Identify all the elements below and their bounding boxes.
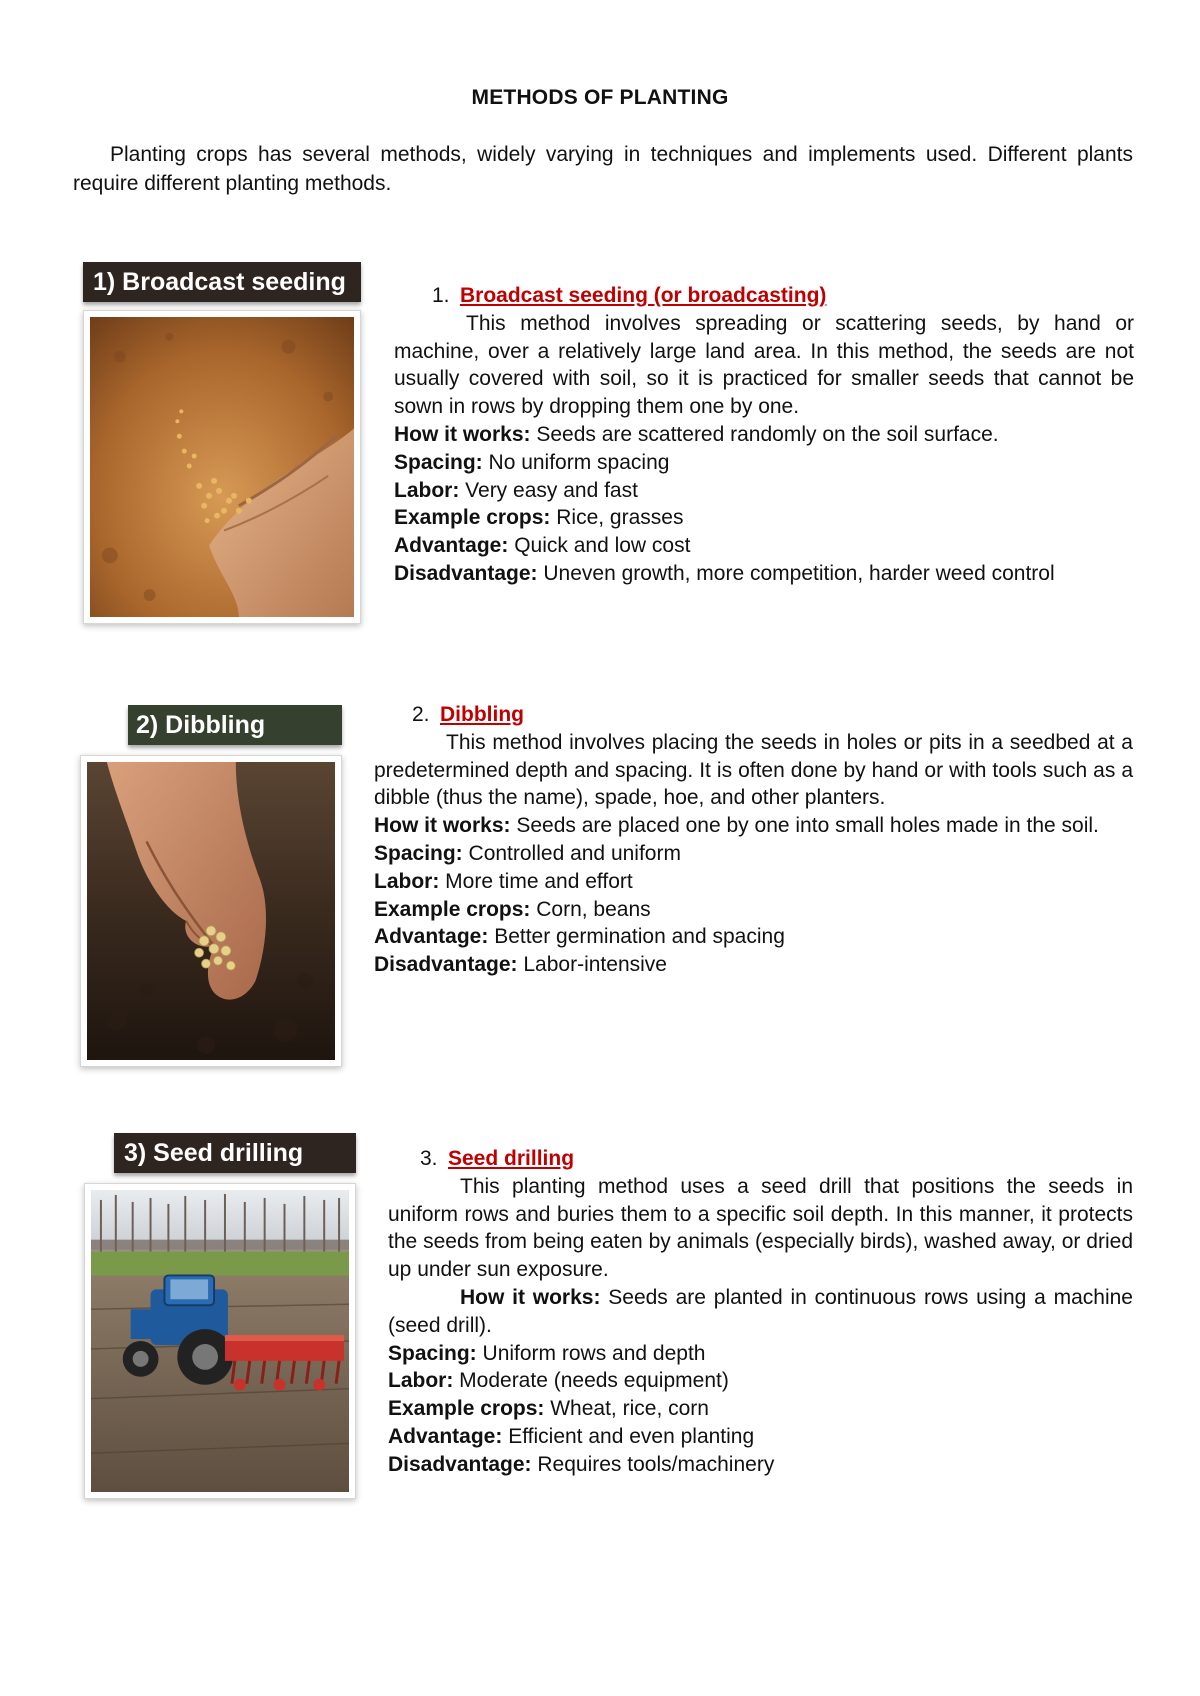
detail-labor: Labor: More time and effort [374, 869, 633, 893]
section-heading [412, 701, 1133, 729]
detail-example-crops: Example crops: Corn, beans [374, 897, 651, 921]
dibbling-banner: 2) Dibbling [128, 705, 342, 745]
section-number: 1. [432, 284, 450, 307]
section-description: This planting method uses a seed drill that positions the seeds in uniform rows and buries them to a specific soil depth. In this manner, it protects the seeds from being eaten by animals (especially birds), washed away, or dried up under sun exposure. [388, 1174, 1133, 1282]
section-heading [432, 282, 1134, 310]
section-title: Broadcast seeding (or broadcasting) [460, 284, 827, 307]
section-description: This method involves placing the seeds in holes or pits in a seedbed at a predetermined depth and spacing. It is often done by hand or with tools such as a dibble (thus the name), spade, hoe, and other planters. [374, 730, 1133, 810]
detail-advantage: Advantage: Quick and low cost [394, 534, 691, 558]
broadcast-seeding-image-card [83, 262, 361, 624]
detail-labor: Labor: Very easy and fast [394, 478, 638, 502]
detail-advantage: Advantage: Efficient and even planting [388, 1424, 755, 1448]
section-title: Seed drilling [448, 1147, 575, 1170]
detail-spacing: Spacing: Controlled and uniform [374, 841, 681, 865]
detail-example-crops: Example crops: Wheat, rice, corn [388, 1397, 709, 1421]
tractor-seed-drill-image [91, 1190, 349, 1492]
section-title: Dibbling [440, 703, 524, 726]
section-heading [420, 1145, 1133, 1173]
intro-text: Planting crops has several methods, widely varying in techniques and implements used. Different plants require different planting methods. [73, 143, 1133, 195]
detail-spacing: Spacing: Uniform rows and depth [388, 1341, 706, 1365]
intro-paragraph [73, 140, 1133, 198]
hand-scattering-seeds-image [90, 317, 354, 617]
detail-how-it-works: How it works: Seeds are placed one by one into small holes made in the soil. [374, 814, 1099, 838]
detail-how-it-works: How it works: Seeds are scattered randomly on the soil surface. [394, 422, 999, 446]
dibbling-image-card [80, 705, 342, 1067]
detail-advantage: Advantage: Better germination and spacing [374, 925, 785, 949]
detail-disadvantage: Disadvantage: Requires tools/machinery [388, 1452, 775, 1476]
section-description: This method involves spreading or scattering seeds, by hand or machine, over a relatively large land area. In this method, the seeds are not usually covered with soil, so it is practiced for smaller seeds that cannot be sown in rows by dropping them one by one. [394, 311, 1134, 419]
detail-disadvantage: Disadvantage: Labor-intensive [374, 953, 667, 977]
detail-how-it-works: How it works: Seeds are planted in continuous rows using a machine (seed drill). [388, 1285, 1133, 1337]
section-number: 3. [420, 1147, 438, 1170]
seed-drilling-banner: 3) Seed drilling [114, 1133, 356, 1173]
detail-spacing: Spacing: No uniform spacing [394, 450, 670, 474]
page-title: METHODS OF PLANTING [471, 86, 729, 109]
section-broadcast-seeding [394, 282, 1134, 588]
hand-dropping-seeds-image [87, 762, 335, 1060]
section-dibbling [374, 701, 1133, 979]
detail-example-crops: Example crops: Rice, grasses [394, 506, 684, 530]
broadcast-seeding-banner: 1) Broadcast seeding [83, 262, 361, 302]
detail-labor: Labor: Moderate (needs equipment) [388, 1369, 729, 1393]
seed-drilling-image-card [84, 1133, 356, 1499]
detail-disadvantage: Disadvantage: Uneven growth, more competition, harder weed control [394, 561, 1055, 585]
section-seed-drilling [388, 1145, 1133, 1479]
section-number: 2. [412, 703, 430, 726]
